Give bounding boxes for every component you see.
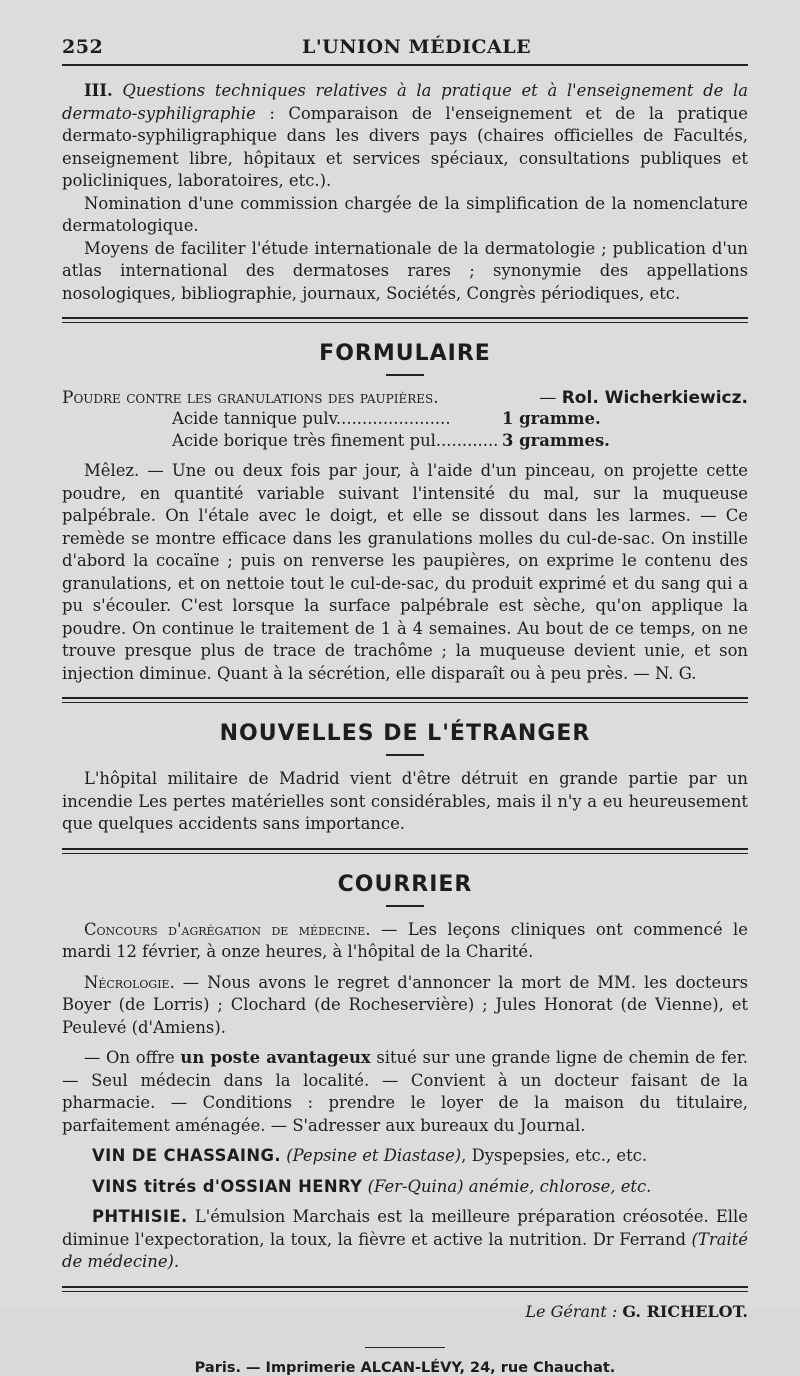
formula-name: Poudre contre les granulations des paupières.: [62, 388, 439, 408]
formula-dash: —: [539, 388, 557, 408]
poste-start: — On offre: [84, 1048, 181, 1067]
footer-rule: [365, 1347, 445, 1348]
formulaire-section: [62, 341, 748, 685]
nouvelles-paragraph: L'hôpital militaire de Madrid vient d'être détruit en grande partie par un incendie Les pertes matérielles sont considérables, mais il n'y a eu heureusement que quelques accidents sans importance.: [62, 769, 748, 833]
questions-block: [62, 80, 748, 305]
ingredient-list: [62, 408, 748, 452]
necrologie-paragraph: [62, 972, 748, 1040]
running-head: [62, 36, 748, 58]
signature: [62, 1302, 748, 1321]
section-separator: [62, 848, 748, 854]
ad-italic: (Traité de médecine).: [62, 1229, 748, 1271]
ad-name: VIN DE CHASSAING.: [92, 1146, 282, 1165]
ad-ossian-henry: [62, 1176, 748, 1199]
necrologie-text: — Nous avons le regret d'annoncer la mort de MM. les docteurs Boyer (de Lorris) ; Clochard (de Rocheservière) ; Jules Honorat (de Vienne), et Peulevé (d'Amiens).: [62, 972, 748, 1037]
nouvelles-title: NOUVELLES DE L'ÉTRANGER: [219, 721, 591, 746]
title-underline: [386, 754, 424, 756]
formula-heading: [62, 388, 748, 408]
courrier-title: COURRIER: [337, 871, 473, 897]
ingredient-row: [62, 408, 748, 430]
signature-name: G. RICHELOT.: [622, 1301, 748, 1321]
poste-text: situé sur une grande ligne de chemin de fer. — Seul médecin dans la localité. — Convient à un docteur faisant de la pharmacie. — Conditions : prendre le loyer de la maison du titulaire, parfaitement aménagée. — S'adresser aux bureaux du Journal.: [62, 1048, 748, 1135]
ad-name: PHTHISIE.: [92, 1207, 188, 1226]
concours-paragraph: [62, 919, 748, 964]
section-separator: [62, 1286, 748, 1292]
advertisements: [62, 1145, 748, 1274]
title-underline: [386, 374, 424, 376]
nouvelles-section: [62, 721, 748, 836]
ingredient-quantity: 1 gramme.: [502, 409, 601, 428]
poste-paragraph: [62, 1047, 748, 1137]
formula-attribution: [539, 388, 748, 408]
ad-chassaing: [62, 1145, 748, 1168]
ingredient-name: Acide tannique pulv......................: [172, 409, 451, 428]
journal-title: L'UNION MÉDICALE: [302, 36, 532, 58]
item-text: : Comparaison de l'enseignement et de la pratique dermato-syphiligraphique dans les divers pays (chaires officielles de Facultés, enseignement libre, hôpitaux et services spéciaux, consultations publiques et policliniques, laboratoires, etc.).: [62, 103, 748, 190]
question-item-3: [62, 80, 748, 193]
imprint-line: Paris. — Imprimerie ALCAN-LÉVY, 24, rue Chauchat.: [194, 1359, 616, 1376]
ad-italic: (Fer-Quina) anémie, chlorose, etc.: [367, 1176, 652, 1196]
signature-label: Le Gérant :: [525, 1301, 618, 1321]
ad-text: L'émulsion Marchais est la meilleure préparation créosotée. Elle diminue l'expectoration, la toux, la fièvre et active la nutrition. Dr Ferrand: [62, 1207, 748, 1249]
ingredient-quantity: 3 grammes.: [502, 431, 610, 450]
item-title: Questions techniques relatives à la pratique et à l'enseignement de la dermato-syphiligraphie: [62, 81, 748, 123]
concours-text: — Les leçons cliniques ont commencé le mardi 12 février, à onze heures, à l'hôpital de la Charité.: [62, 919, 748, 961]
formula-author: Rol. Wicherkiewicz.: [561, 388, 748, 408]
ad-italic: (Pepsine et Diastase): [286, 1146, 462, 1165]
nomination-paragraph: Nomination d'une commission chargée de la simplification de la nomenclature dermatologique.: [62, 193, 748, 235]
necrologie-label: Nécrologie.: [84, 972, 175, 992]
moyens-paragraph: Moyens de faciliter l'étude internationale de la dermatologie ; publication d'un atlas international des dermatoses rares ; synonymie des appellations nosologiques, bibliographie, journaux, Sociétés, Congrès périodiques, etc.: [62, 238, 748, 303]
page-number: 252: [62, 36, 104, 58]
section-separator: [62, 697, 748, 703]
ad-text: , Dyspepsies, etc., etc.: [461, 1146, 648, 1165]
ingredient-name: Acide borique très finement pul............: [172, 431, 499, 450]
ad-phthisie: [62, 1206, 748, 1274]
header-rule: [62, 64, 748, 66]
concours-label: Concours d'agrégation de médecine.: [84, 919, 371, 939]
item-number: III.: [84, 81, 113, 100]
title-underline: [386, 905, 424, 907]
courrier-section: [62, 872, 748, 1138]
section-separator: [62, 317, 748, 323]
formulaire-title: FORMULAIRE: [319, 341, 491, 366]
poste-highlight: un poste avantageux: [180, 1048, 371, 1067]
formula-instructions: Mêlez. — Une ou deux fois par jour, à l'aide d'un pinceau, on projette cette poudre, en quantité variable suivant l'intensité du mal, sur la muqueuse palpébrale. On l'étale avec le doigt, et elle se dissout dans les larmes. — Ce remède se montre efficace dans les granulations molles du cul-de-sac. On instille d'abord la cocaïne ; puis on renverse les paupières, on exprime le contenu des granulations, et on nettoie tout le cul-de-sac, du produit exprimé et du sang qui a pu s'écouler. C'est lorsque la surface palpébrale est sèche, qu'on applique la poudre. On continue le traitement de 1 à 4 semaines. Au bout de ce temps, on ne trouve presque plus de trace de trachôme ; la muqueuse devient unie, et son injection diminue. Quant à la sécrétion, elle disparaît ou à peu près. — N. G.: [62, 461, 748, 683]
ingredient-row: [62, 430, 748, 452]
ad-name: VINS titrés d'OSSIAN HENRY: [92, 1176, 363, 1196]
